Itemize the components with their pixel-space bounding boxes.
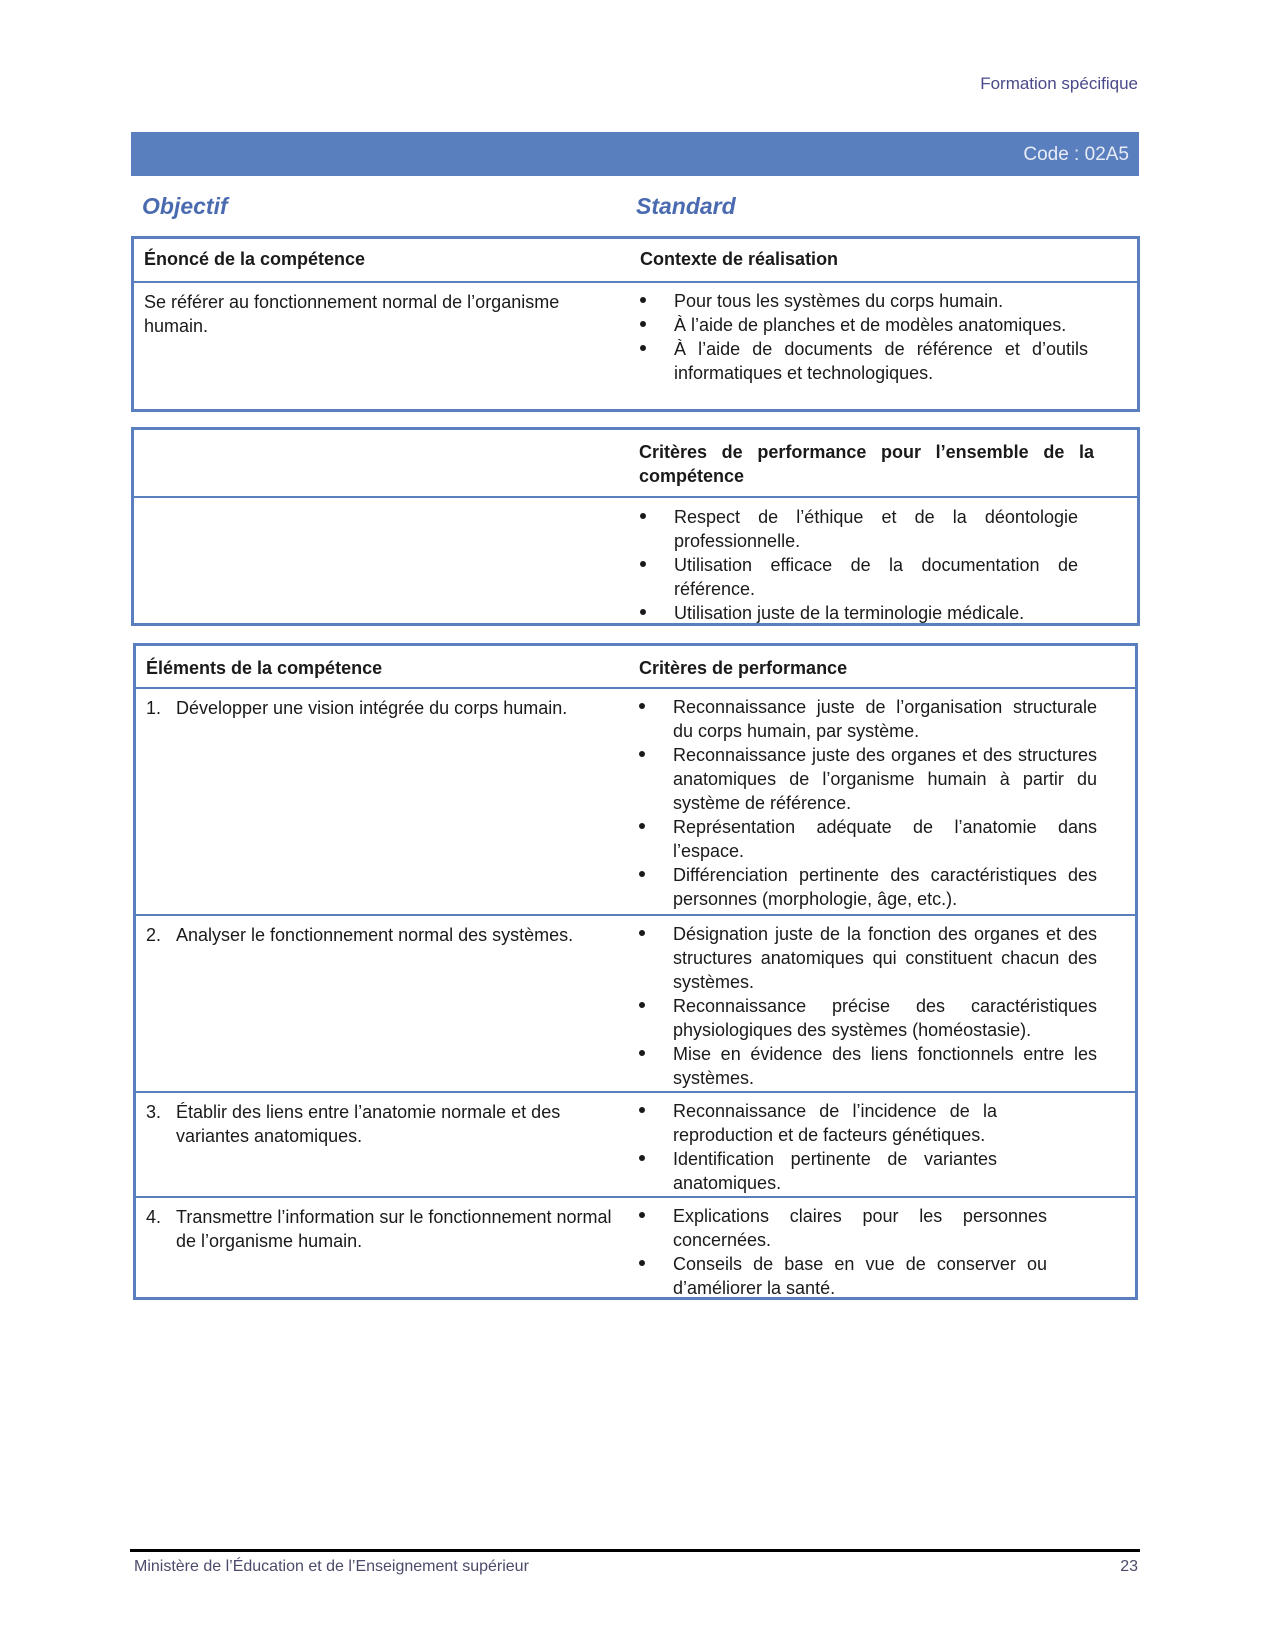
list-item: À l’aide de documents de référence et d’outils informatiques et technologiques. bbox=[638, 337, 1088, 385]
list-item: Reconnaissance juste des organes et des structures anatomiques de l’organisme humain à partir du système de référence. bbox=[637, 743, 1097, 815]
context-title: Contexte de réalisation bbox=[640, 249, 839, 269]
criteria-list bbox=[637, 695, 1097, 911]
list-item: Conseils de base en vue de conserver ou d’améliorer la santé. bbox=[637, 1252, 1047, 1300]
list-item: Utilisation juste de la terminologie médicale. bbox=[638, 601, 1078, 625]
list-item: Explications claires pour les personnes concernées. bbox=[637, 1204, 1047, 1252]
list-item: Reconnaissance précise des caractéristiques physiologiques des systèmes (homéostasie). bbox=[637, 994, 1097, 1042]
code-value: 02A5 bbox=[1084, 144, 1129, 165]
divider bbox=[134, 496, 1137, 498]
criteria-title: Critères de performance bbox=[639, 658, 848, 678]
criteria-list bbox=[637, 922, 1097, 1090]
list-item: Mise en évidence des liens fonctionnels entre les systèmes. bbox=[637, 1042, 1097, 1090]
list-item: Pour tous les systèmes du corps humain. bbox=[638, 289, 1088, 313]
element-number: 2. bbox=[146, 925, 162, 945]
element-number: 1. bbox=[146, 698, 162, 718]
page-number: 23 bbox=[1120, 1558, 1138, 1575]
list-item: Représentation adéquate de l’anatomie dans l’espace. bbox=[637, 815, 1097, 863]
code-bar bbox=[131, 132, 1139, 176]
divider bbox=[136, 1196, 1135, 1198]
list-item: Respect de l’éthique et de la déontologie professionnelle. bbox=[638, 505, 1078, 553]
criteres-ensemble-panel bbox=[131, 427, 1140, 626]
divider bbox=[136, 914, 1135, 916]
enonce-title: Énoncé de la compétence bbox=[144, 249, 366, 269]
code-label: Code : bbox=[1023, 144, 1080, 165]
element-text: Transmettre l’information sur le fonctionnement normal de l’organisme humain. bbox=[176, 1207, 612, 1251]
criteria-list bbox=[637, 1204, 1047, 1300]
element-text: Analyser le fonctionnement normal des systèmes. bbox=[176, 925, 574, 945]
criteres-ensemble-title: Critères de performance pour l’ensemble de la compétence bbox=[639, 442, 1094, 486]
element-number: 3. bbox=[146, 1102, 162, 1122]
element-text: Établir des liens entre l’anatomie normale et des variantes anatomiques. bbox=[176, 1102, 561, 1146]
context-list bbox=[638, 289, 1088, 385]
list-item: Différenciation pertinente des caractéristiques des personnes (morphologie, âge, etc.). bbox=[637, 863, 1097, 911]
list-item: Reconnaissance de l’incidence de la reproduction et de facteurs génétiques. bbox=[637, 1099, 997, 1147]
divider bbox=[136, 687, 1135, 689]
standard-heading: Standard bbox=[636, 193, 736, 219]
enonce-text: Se référer au fonctionnement normal de l’organisme humain. bbox=[144, 292, 560, 336]
element-number: 4. bbox=[146, 1207, 162, 1227]
criteres-ensemble-list bbox=[638, 505, 1078, 625]
criteria-list bbox=[637, 1099, 997, 1195]
elements-title: Éléments de la compétence bbox=[146, 658, 383, 678]
enonce-panel bbox=[131, 236, 1140, 412]
list-item: Désignation juste de la fonction des organes et des structures anatomiques qui constituent chacun des systèmes. bbox=[637, 922, 1097, 994]
footer-ministry: Ministère de l’Éducation et de l’Enseignement supérieur bbox=[134, 1558, 529, 1575]
list-item: Reconnaissance juste de l’organisation structurale du corps humain, par système. bbox=[637, 695, 1097, 743]
footer-rule bbox=[130, 1549, 1140, 1552]
list-item: Utilisation efficace de la documentation de référence. bbox=[638, 553, 1078, 601]
list-item: À l’aide de planches et de modèles anatomiques. bbox=[638, 313, 1088, 337]
element-text: Développer une vision intégrée du corps humain. bbox=[176, 698, 568, 718]
competency-code bbox=[1023, 144, 1129, 166]
elements-panel bbox=[133, 643, 1138, 1300]
divider bbox=[136, 1091, 1135, 1093]
list-item: Identification pertinente de variantes anatomiques. bbox=[637, 1147, 997, 1195]
divider bbox=[134, 281, 1137, 283]
section-label: Formation spécifique bbox=[980, 74, 1138, 93]
objectif-heading: Objectif bbox=[142, 193, 228, 219]
